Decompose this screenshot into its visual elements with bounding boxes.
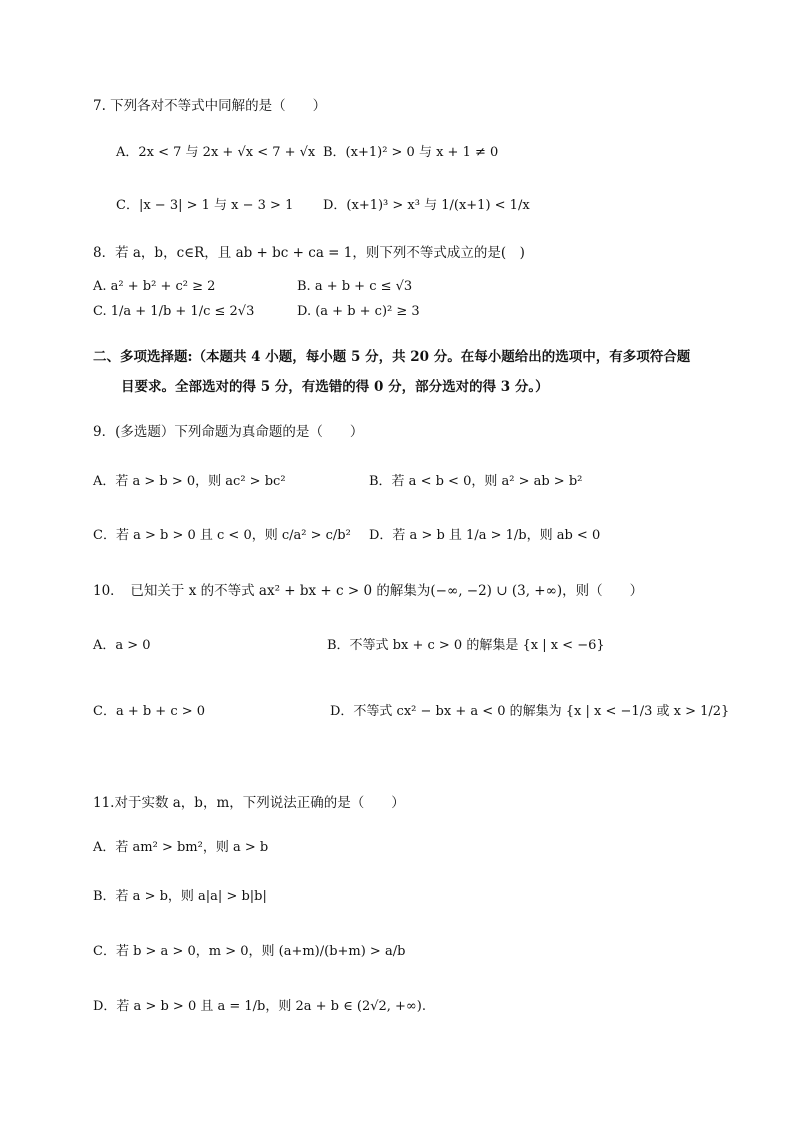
q9-option-a: A．若 a > b > 0，则 ac² > bc² — [93, 474, 286, 489]
section2-header-line2: 目要求。全部选对的得 5 分，有选错的得 0 分，部分选对的得 3 分。） — [121, 379, 549, 395]
q8-option-b: B. a + b + c ≤ √3 — [297, 279, 413, 294]
q8-option-d: D. (a + b + c)² ≥ 3 — [297, 304, 420, 319]
q7-option-b: B．(x+1)² > 0 与 x + 1 ≠ 0 — [323, 145, 499, 160]
q11-option-c: C．若 b > a > 0，m > 0，则 (a+m)/(b+m) > a/b — [93, 944, 406, 959]
q10-option-c: C．a + b + c > 0 — [93, 704, 206, 719]
q8-option-c: C. 1/a + 1/b + 1/c ≤ 2√3 — [93, 304, 255, 319]
q10-option-b: B．不等式 bx + c > 0 的解集是 {x | x < −6} — [327, 638, 605, 653]
q10-option-d: D．不等式 cx² − bx + a < 0 的解集为 {x | x < −1/3 或 x > 1/2} — [330, 704, 730, 719]
q9-option-b: B．若 a < b < 0，则 a² > ab > b² — [369, 474, 583, 489]
q11-option-a: A．若 am² > bm²，则 a > b — [93, 840, 269, 855]
q7-stem: 7. 下列各对不等式中同解的是（ ） — [93, 98, 327, 114]
q10-stem: 10． 已知关于 x 的不等式 ax² + bx + c > 0 的解集为(−∞, −2) ∪ (3, +∞)，则（ ） — [93, 583, 644, 599]
q9-stem: 9．(多选题）下列命题为真命题的是（ ） — [93, 424, 364, 440]
q8-option-a: A. a² + b² + c² ≥ 2 — [93, 279, 216, 294]
q11-option-b: B．若 a > b，则 a|a| > b|b| — [93, 889, 267, 904]
q11-option-d: D．若 a > b > 0 且 a = 1/b，则 2a + b ∈ (2√2, +∞). — [93, 999, 426, 1014]
q7-option-d: D．(x+1)³ > x³ 与 1/(x+1) < 1/x — [323, 198, 530, 213]
q8-stem: 8．若 a，b，c∈R，且 ab + bc + ca = 1，则下列不等式成立的是( ) — [93, 245, 525, 261]
q10-option-a: A．a > 0 — [93, 638, 151, 653]
q7-option-c: C．|x − 3| > 1 与 x − 3 > 1 — [116, 198, 294, 213]
q11-stem: 11.对于实数 a，b，m，下列说法正确的是（ ） — [93, 795, 405, 811]
section2-header-line1: 二、多项选择题:（本题共 4 小题，每小题 5 分，共 20 分。在每小题给出的选项中，有多项符合题 — [93, 349, 691, 365]
q7-option-a: A．2x < 7 与 2x + √x < 7 + √x — [116, 145, 316, 160]
q9-option-c: C．若 a > b > 0 且 c < 0，则 c/a² > c/b² — [93, 528, 351, 543]
q9-option-d: D．若 a > b 且 1/a > 1/b，则 ab < 0 — [369, 528, 601, 543]
